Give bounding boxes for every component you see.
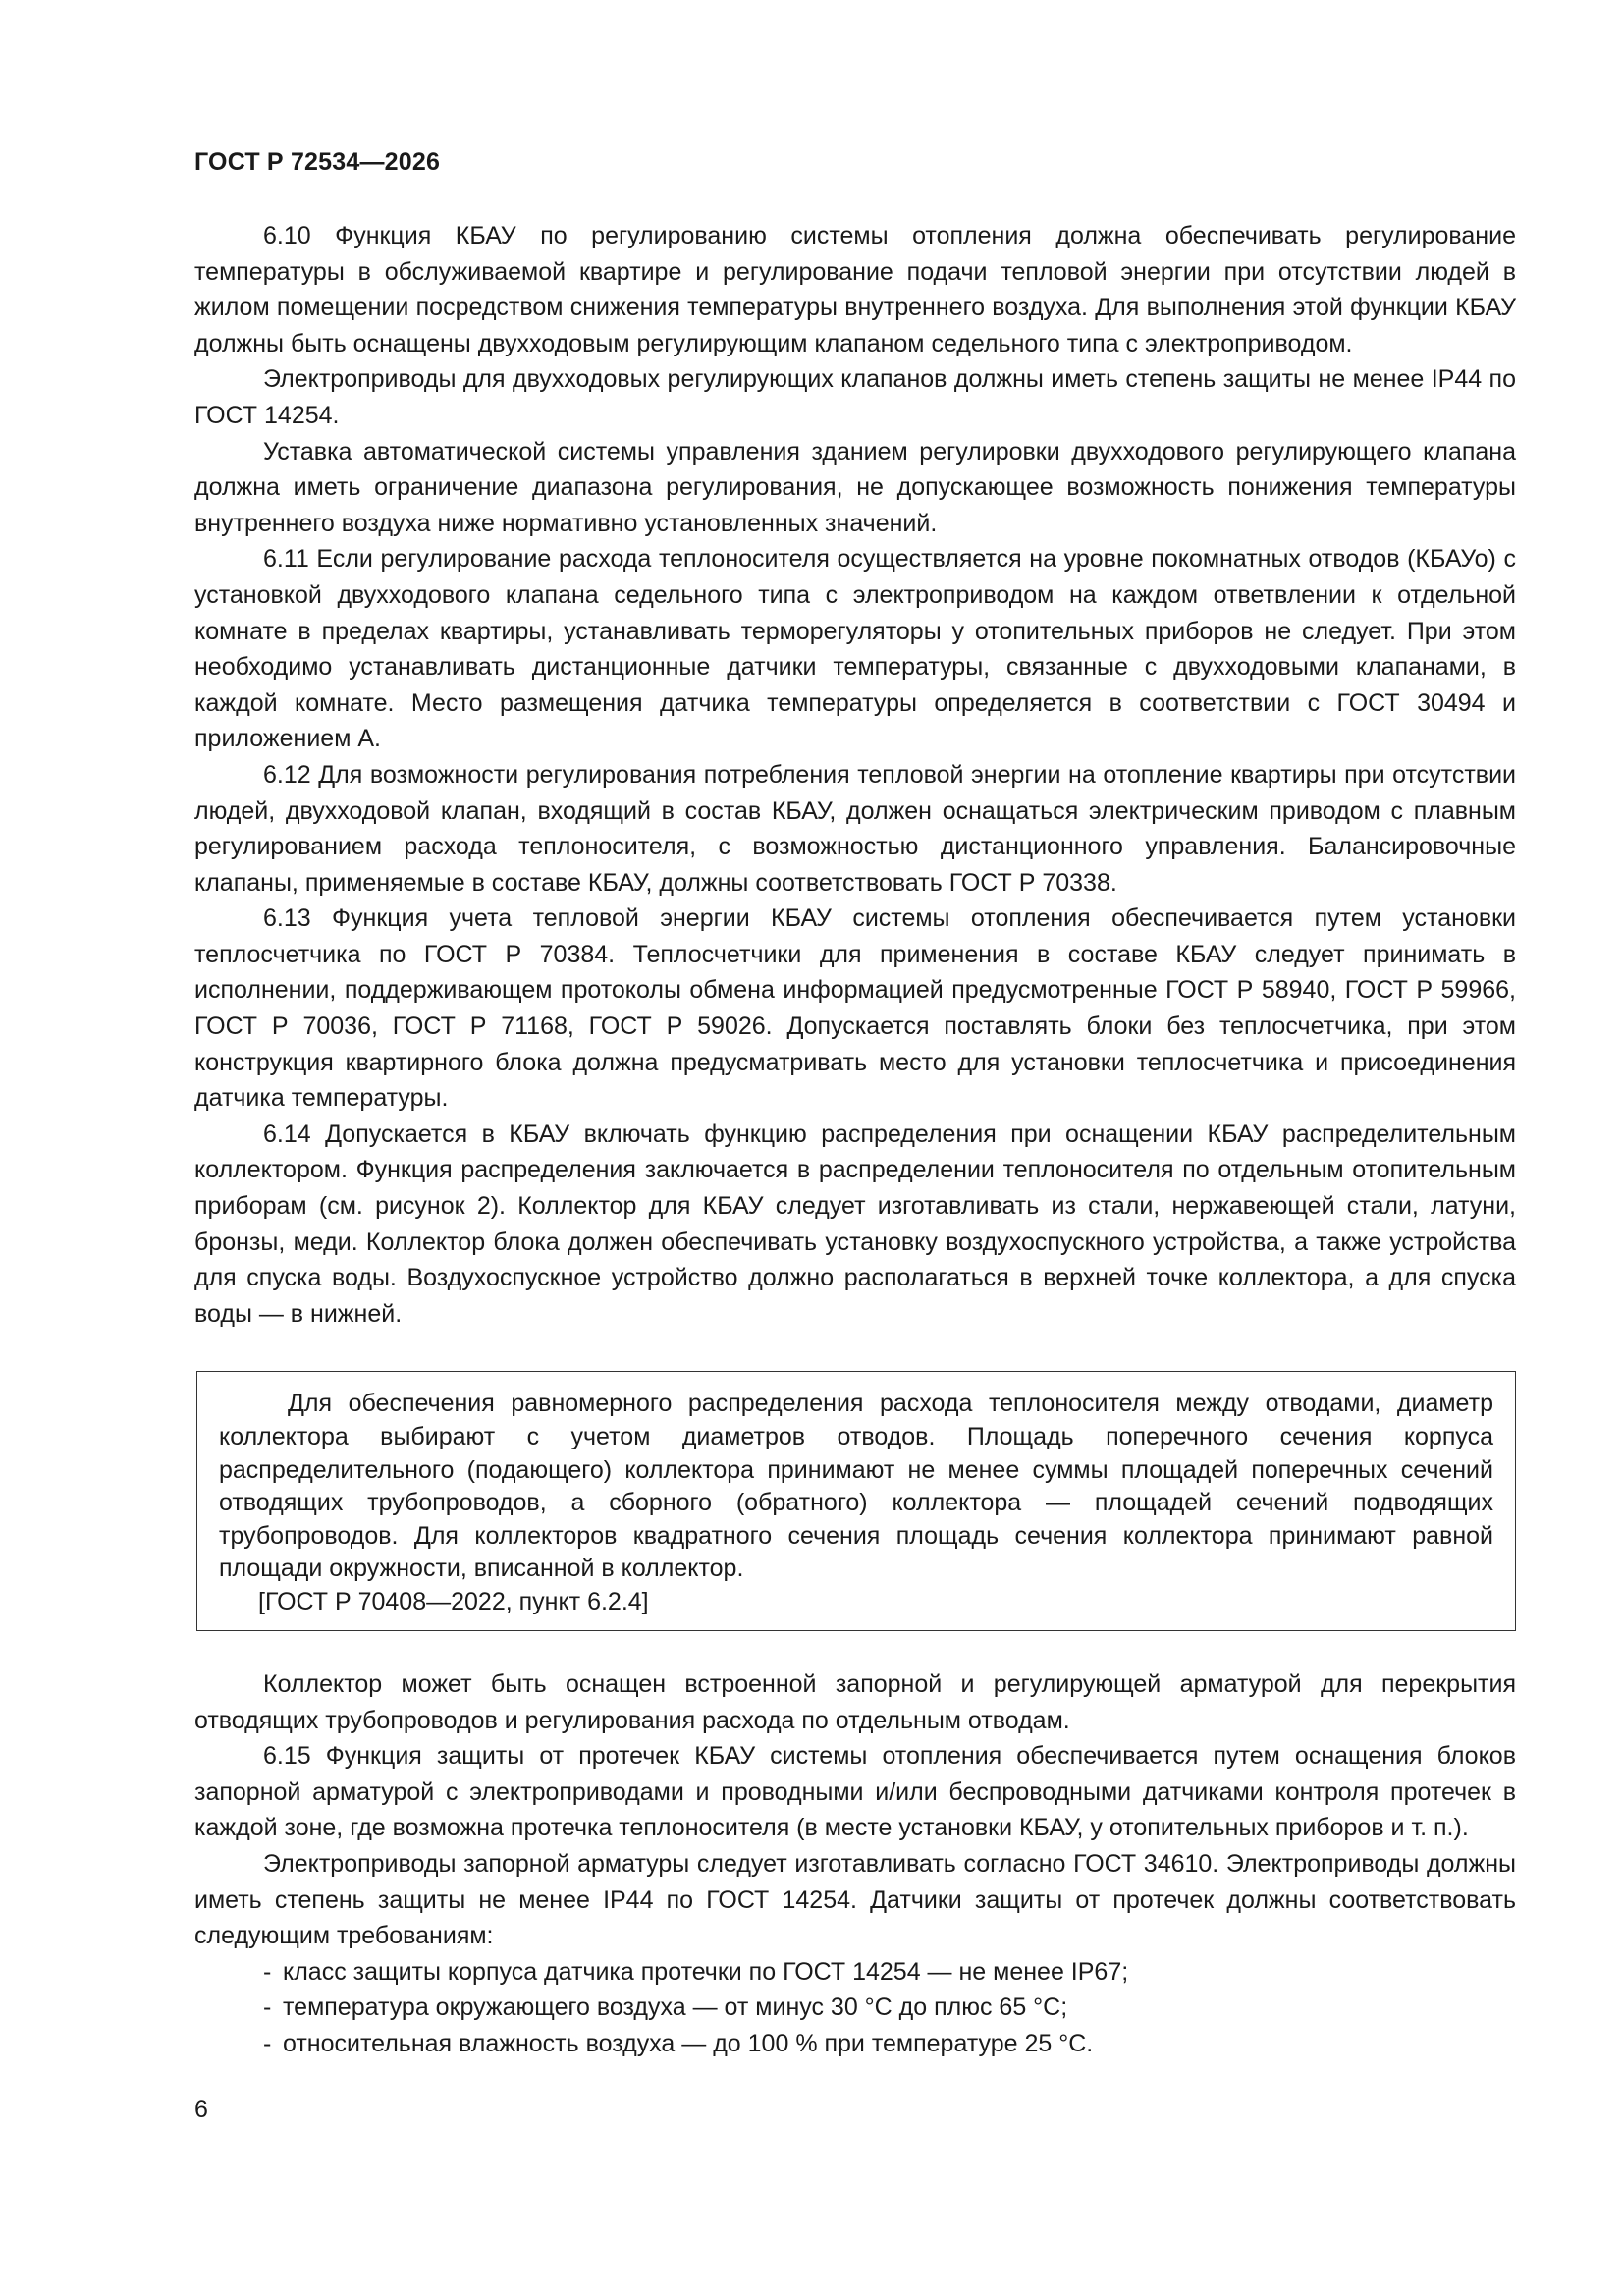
paragraph-6-15: 6.15 Функция защиты от протечек КБАУ системы отопления обеспечивается путем оснащения блоков запорной арматурой с электроприводами и проводными и/или беспроводными датчиками контроля протечек в каждой зоне, где возможна протечка теплоносителя (в месте установки КБАУ, у отопительных приборов и т. п.). xyxy=(194,1742,1516,1842)
document-page xyxy=(194,147,1516,2062)
list-item xyxy=(194,1990,1516,2026)
list-item-text: температура окружающего воздуха — от минус 30 °С до плюс 65 °С; xyxy=(283,1994,1068,2022)
page-number: 6 xyxy=(194,2096,208,2123)
paragraph-6-12: 6.12 Для возможности регулирования потребления тепловой энергии на отопление квартиры при отсутствии людей, двухходовой клапан, входящий в состав КБАУ, должен оснащаться электрическим приводом с плавным регулированием расхода теплоносителя, с возможностью дистанционного управления. Балансировочные клапаны, применяемые в составе КБАУ, должны соответствовать ГОСТ Р 70338. xyxy=(194,760,1516,897)
document-code-header: ГОСТ Р 72534—2026 xyxy=(194,148,441,176)
paragraph-electric-drives-protection: Электроприводы для двухходовых регулирующих клапанов должны иметь степень защиты не менее IP44 по ГОСТ 14254. xyxy=(194,365,1516,429)
list-item-text: класс защиты корпуса датчика протечки по ГОСТ 14254 — не менее IP67; xyxy=(283,1957,1129,1986)
quotation-box xyxy=(196,1371,1516,1631)
paragraph-6-13: 6.13 Функция учета тепловой энергии КБАУ системы отопления обеспечивается путем установки теплосчетчика по ГОСТ Р 70384. Теплосчетчики для применения в составе КБАУ следует принимать в исполнении, поддерживающем протоколы обмена информацией предусмотренные ГОСТ Р 58940, ГОСТ Р 59966, ГОСТ Р 70036, ГОСТ Р 71168, ГОСТ Р 59026. Допускается поставлять блоки без теплосчетчика, при этом конструкция квартирного блока должна предусматривать место для установки теплосчетчика и присоединения датчика температуры. xyxy=(194,904,1516,1113)
quotation-text: Для обеспечения равномерного распределения расхода теплоносителя между отводами, диаметр коллектора выбирают с учетом диаметров отводов. Площадь поперечного сечения корпуса распределительного (подающего) коллектора принимают не менее суммы площадей поперечных сечений отводящих трубопроводов, а сборного (обратного) коллектора — площадей сечений подводящих трубопроводов. Для коллекторов квадратного сечения площадь сечения коллектора принимают равной площади окружности, вписанной в коллектор. xyxy=(219,1390,1493,1583)
list-item xyxy=(194,2026,1516,2062)
list-marker: - xyxy=(263,1994,272,2022)
paragraph-setpoint-limit: Уставка автоматической системы управления зданием регулировки двухходового регулирующего клапана должна иметь ограничение диапазона регулирования, не допускающее возможность понижения температуры внутреннего воздуха ниже нормативно установленных значений. xyxy=(194,437,1516,537)
quotation-reference: [ГОСТ Р 70408—2022, пункт 6.2.4] xyxy=(258,1587,649,1615)
list-marker: - xyxy=(263,2029,272,2057)
paragraph-6-10: 6.10 Функция КБАУ по регулированию системы отопления должна обеспечивать регулирование температуры в обслуживаемой квартире и регулирование подачи тепловой энергии при отсутствии людей в жилом помещении посредством снижения температуры внутреннего воздуха. Для выполнения этой функции КБАУ должны быть оснащены двухходовым регулирующим клапаном седельного типа с электроприводом. xyxy=(194,222,1516,357)
paragraph-shutoff-drives: Электроприводы запорной арматуры следует изготавливать согласно ГОСТ 34610. Электроприводы должны иметь степень защиты не менее IP44 по ГОСТ 14254. Датчики защиты от протечек должны соответствовать следующим требованиям: xyxy=(194,1849,1516,1950)
requirements-list xyxy=(194,1954,1516,2062)
list-item xyxy=(194,1954,1516,1991)
paragraph-collector-valves: Коллектор может быть оснащен встроенной запорной и регулирующей арматурой для перекрытия отводящих трубопроводов и регулирования расхода по отдельным отводам. xyxy=(194,1669,1516,1734)
list-item-text: относительная влажность воздуха — до 100 % при температуре 25 °С. xyxy=(283,2029,1094,2057)
paragraph-6-14: 6.14 Допускается в КБАУ включать функцию распределения при оснащении КБАУ распределительным коллектором. Функция распределения заключается в распределении теплоносителя по отдельным отопительным приборам (см. рисунок 2). Коллектор для КБАУ следует изготавливать из стали, нержавеющей стали, латуни, бронзы, меди. Коллектор блока должен обеспечивать установку воздухоспускного устройства, а также устройства для спуска воды. Воздухоспускное устройство должно располагаться в верхней точке коллектора, а для спуска воды — в нижней. xyxy=(194,1120,1516,1328)
list-marker: - xyxy=(263,1957,272,1986)
paragraph-6-11: 6.11 Если регулирование расхода теплоносителя осуществляется на уровне покомнатных отводов (КБАУо) с установкой двухходового клапана седельного типа с электроприводом на каждом ответвлении к отдельной комнате в пределах квартиры, устанавливать терморегуляторы у отопительных приборов не следует. При этом необходимо устанавливать дистанционные датчики температуры, связанные с двухходовыми клапанами, в каждой комнате. Место размещения датчика температуры определяется в соответствии с ГОСТ 30494 и приложением А. xyxy=(194,545,1516,753)
